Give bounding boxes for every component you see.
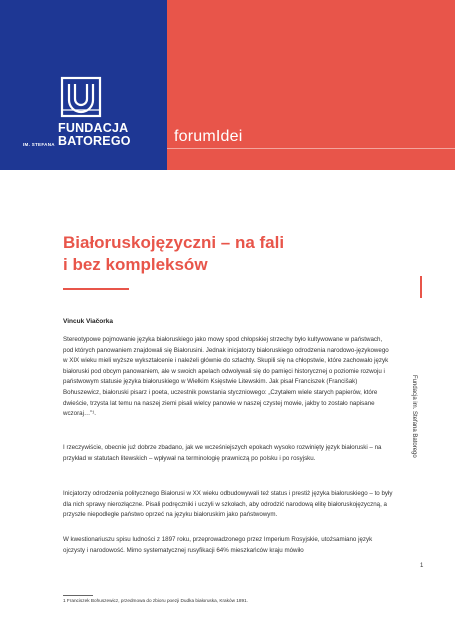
brand-forumidei: forumIdei xyxy=(174,128,243,145)
foundation-logo-text xyxy=(23,121,131,148)
side-vertical-text: Fundacja im. Stefana Batorego xyxy=(411,375,417,458)
page-number: 1 xyxy=(420,563,424,569)
foundation-logo-icon xyxy=(60,76,102,118)
logo-line1: FUNDACJA xyxy=(58,121,129,135)
paragraph-3: Inicjatorzy odrodzenia politycznego Białorusi w XX wieku odbudowywali też status i prestiż języka białoruskiego – to były dla nich sprawy nierozłączne. Pisali podręczniki i uczyli w szkołach, aby odrodzić narodową elitę białoruskojęzyczną, a przyszłe niepodległe państwo oprzeć na języku białoruskim jako państwowym. xyxy=(63,490,393,519)
article-title xyxy=(63,232,284,276)
title-line2: i bez kompleksów xyxy=(63,255,208,274)
logo-small: IM. STEFANA xyxy=(23,142,55,147)
paragraph-2: I rzeczywiście, obecnie już dobrze zbadano, jak we wcześniejszych epokach wysoko rozwinięty język białoruski – na przykład w statutach litewskich – wpływał na terminologię prawniczą po polsku i po rosyjsku. xyxy=(63,444,382,462)
title-line1: Białoruskojęzyczni – na fali xyxy=(63,233,285,252)
footnote: 1 Franciszek Bohuszewicz, przedmowa do zbioru poezji Dudka białoruska, Kraków 1891. xyxy=(63,598,248,603)
side-accent-mark xyxy=(420,276,422,298)
paragraph-4: W kwestionariuszu spisu ludności z 1897 roku, przeprowadzonego przez Imperium Rosyjskie, utożsamiano język ojczysty i narodowość. Mimo systematycznej rusyfikacji 64% mieszkańców kraju mówiło xyxy=(63,536,373,554)
header-divider-line xyxy=(167,148,455,149)
author-name: Vincuk Viačorka xyxy=(63,318,113,325)
title-underline xyxy=(63,288,129,290)
logo-line2: BATOREGO xyxy=(58,134,131,148)
paragraph-1: Stereotypowe pojmowanie języka białoruskiego jako mowy spod chłopskiej strzechy było kultywowane w państwach, pod których panowaniem znajdowali się Białorusini. Jednak inicjatorzy białoruskiego odrodzenia narodowo-językowego w XIX wieku mieli wyższe wykształcenie i należeli głównie do szlachty. Skupili się na chłopstwie, które zachowało język białoruski pod obcym panowaniem, ale w swoich apelach odwoływali się do pamięci historycznej o poziomie rozwoju i państwowym statusie języka białoruskiego w Wielkim Księstwie Litewskim. Jak pisał Franciszek (Francišak) Bohuszewicz, białoruski pisarz i poeta, uczestnik powstania styczniowego: „Czytałem wiele starych papierów, które dwieście, trzysta lat temu na naszej ziemi pisali wielcy panowie w naszej czystej mowie, jakby to zostało napisane wczoraj…”¹. xyxy=(63,336,389,418)
footnote-rule xyxy=(63,595,93,596)
